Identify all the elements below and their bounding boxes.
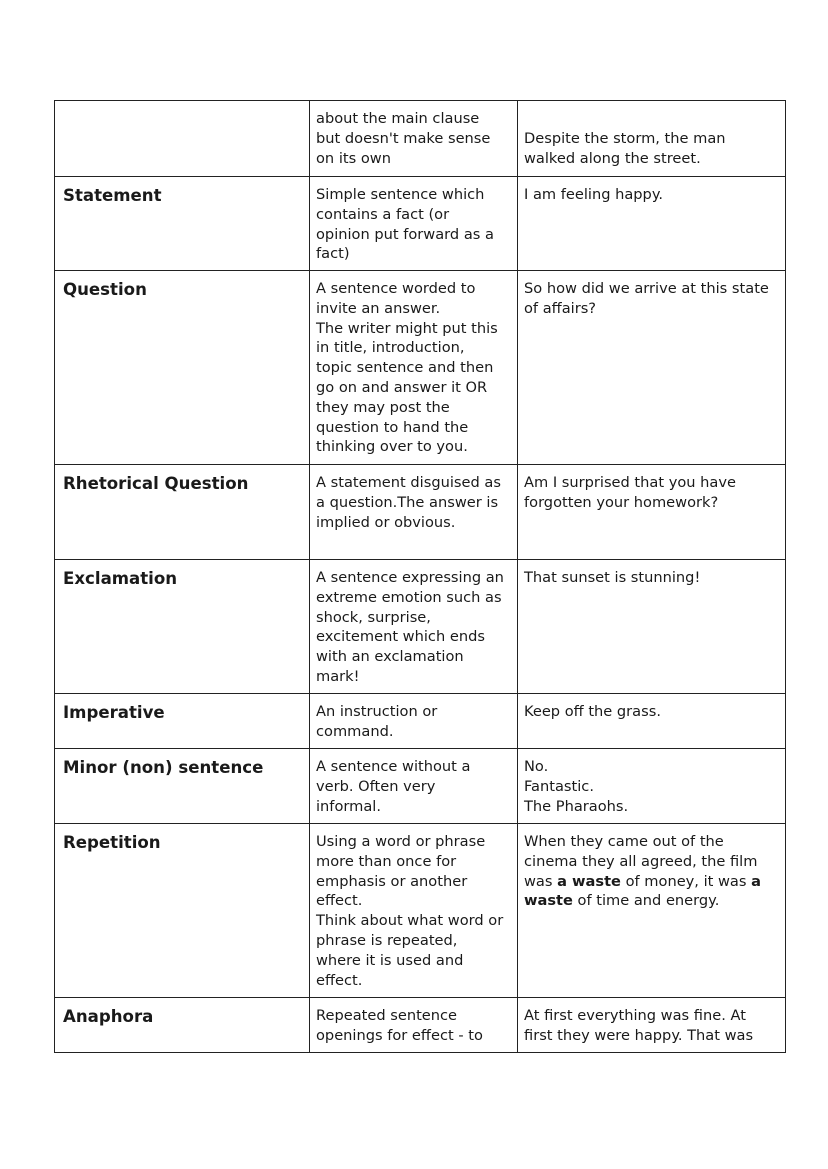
definition-cell: A sentence without a verb. Often very informal. xyxy=(310,749,518,824)
term-statement: Statement xyxy=(63,186,162,205)
term-cell xyxy=(55,694,310,749)
term-cell xyxy=(55,465,310,560)
definition-cell: A sentence expressing an extreme emotion such as shock, surprise, excitement which ends with an exclamation mark! xyxy=(310,560,518,694)
term-exclamation: Exclamation xyxy=(63,569,178,588)
term-question: Question xyxy=(63,280,147,299)
example-cell: Keep off the grass. xyxy=(518,694,786,749)
table-row xyxy=(55,177,786,271)
term-cell xyxy=(55,998,310,1053)
emphasis-text: a xyxy=(751,872,761,890)
term-cell xyxy=(55,101,310,177)
term-rhetorical-question: Rhetorical Question xyxy=(63,474,249,493)
definition-cell: about the main clause but doesn't make sense on its own xyxy=(310,101,518,177)
example-cell: That sunset is stunning! xyxy=(518,560,786,694)
example-cell: No. Fantastic. The Pharaohs. xyxy=(518,749,786,824)
definition-cell: A statement disguised as a question.The answer is implied or obvious. xyxy=(310,465,518,560)
example-cell: I am feeling happy. xyxy=(518,177,786,271)
emphasis-text: a waste xyxy=(557,872,621,890)
definition-cell: Simple sentence which contains a fact (or opinion put forward as a fact) xyxy=(310,177,518,271)
term-repetition: Repetition xyxy=(63,833,161,852)
term-cell xyxy=(55,271,310,465)
example-cell: At first everything was fine. At first they were happy. That was xyxy=(518,998,786,1053)
term-cell xyxy=(55,177,310,271)
term-cell xyxy=(55,560,310,694)
table-row xyxy=(55,271,786,465)
table-row xyxy=(55,824,786,998)
definition-cell: Using a word or phrase more than once for emphasis or another effect. Think about what word or phrase is repeated, where it is used and effect. xyxy=(310,824,518,998)
sentence-types-table xyxy=(54,100,786,1053)
term-minor-sentence: Minor (non) sentence xyxy=(63,758,264,777)
example-cell: So how did we arrive at this state of affairs? xyxy=(518,271,786,465)
term-anaphora: Anaphora xyxy=(63,1007,154,1026)
definition-cell: An instruction or command. xyxy=(310,694,518,749)
table-row xyxy=(55,560,786,694)
definition-cell: A sentence worded to invite an answer. The writer might put this in title, introduction, topic sentence and then go on and answer it OR they may post the question to hand the thinking over to you. xyxy=(310,271,518,465)
example-cell: Am I surprised that you have forgotten your homework? xyxy=(518,465,786,560)
table-row xyxy=(55,998,786,1053)
definition-cell: Repeated sentence openings for effect - to xyxy=(310,998,518,1053)
term-imperative: Imperative xyxy=(63,703,165,722)
term-cell xyxy=(55,824,310,998)
table-row xyxy=(55,465,786,560)
table-row xyxy=(55,101,786,177)
example-cell: When they came out of the cinema they all agreed, the film was a waste of money, it was a waste of time and energy. xyxy=(518,824,786,998)
table-row xyxy=(55,749,786,824)
table-row xyxy=(55,694,786,749)
term-cell xyxy=(55,749,310,824)
emphasis-text: waste xyxy=(524,892,573,910)
example-cell: Despite the storm, the man walked along the street. xyxy=(518,101,786,177)
